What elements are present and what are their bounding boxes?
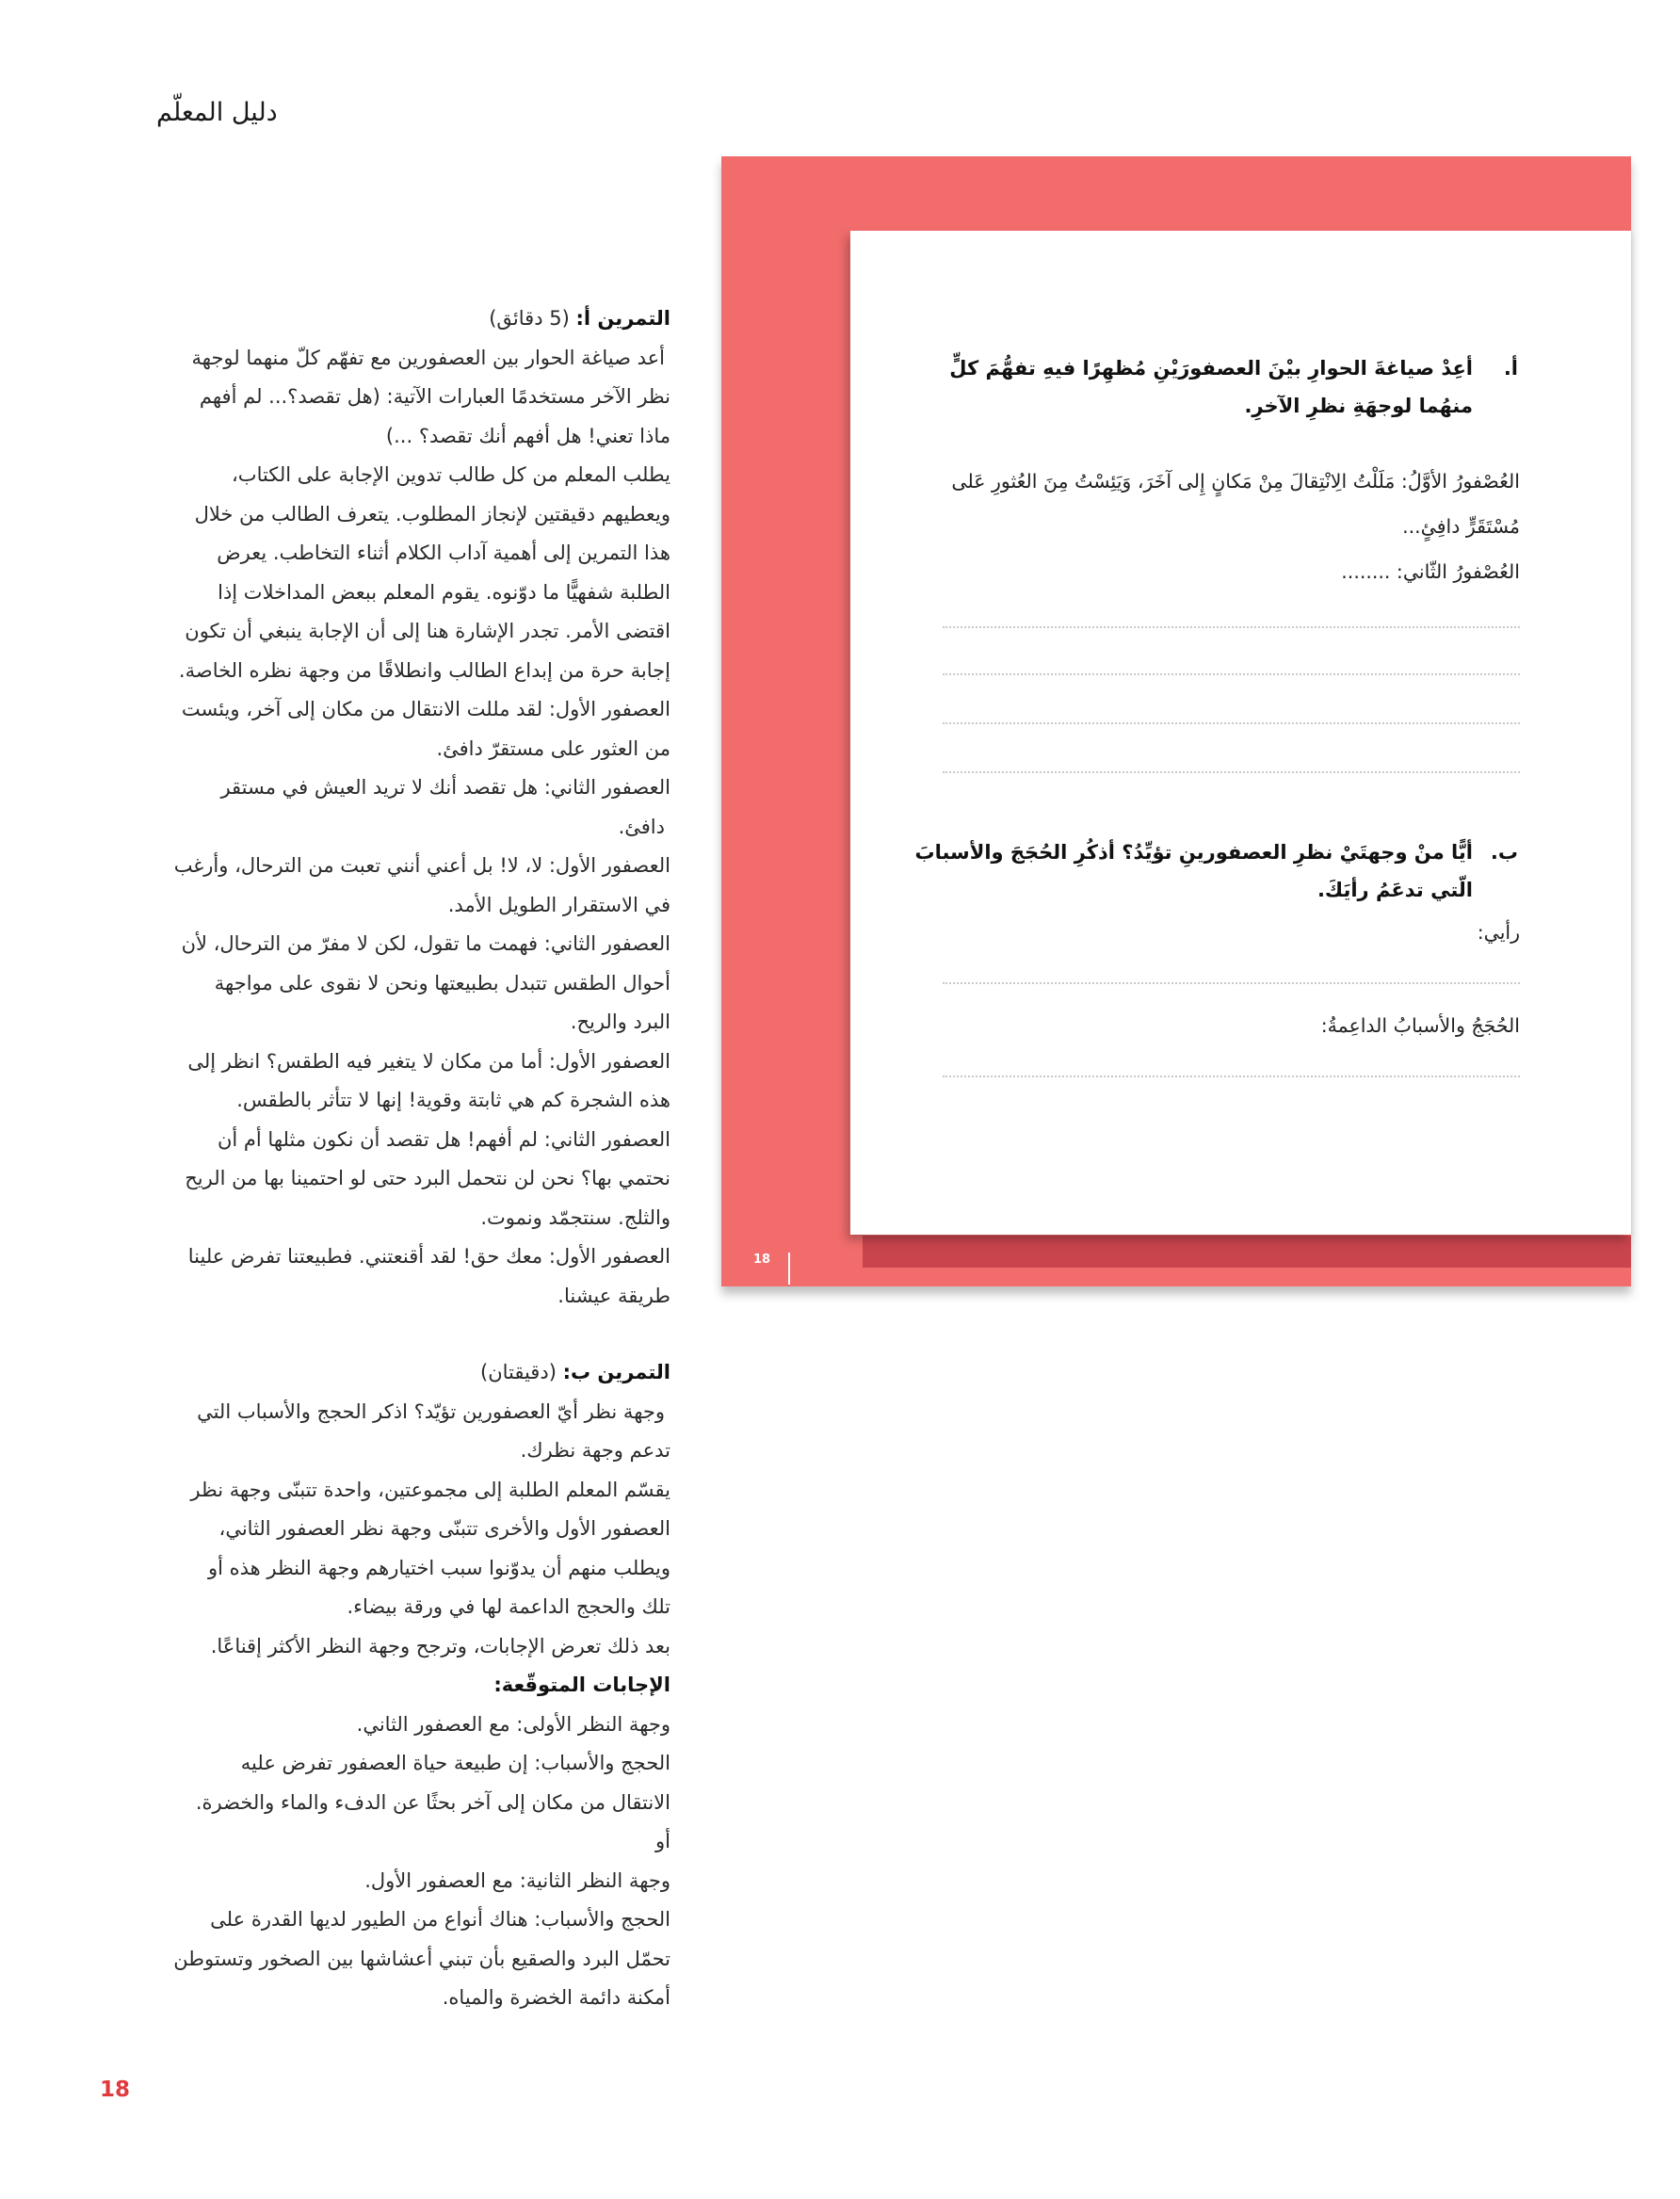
- exercise-a-line: هذا التمرين إلى أهمية آداب الكلام أثناء التخاطب. يعرض: [217, 542, 670, 564]
- exercise-a-line: العصفور الأول: لقد مللت الانتقال من مكان إلى آخر، ويئست: [181, 698, 670, 720]
- book-page-divider: [788, 1253, 790, 1285]
- reasons-answer-line[interactable]: [943, 1075, 1520, 1077]
- expected-answers-title: الإجابات المتوقّعة:: [493, 1674, 670, 1696]
- dialog-line: العُصْفورُ الثّاني: ........: [1341, 560, 1520, 583]
- exercise-b-duration: (دقيقتان): [480, 1361, 557, 1383]
- teacher-notes-column: [156, 299, 670, 2018]
- student-book-page: [850, 231, 1631, 1235]
- exercise-a-line: في الاستقرار الطويل الأمد.: [447, 893, 670, 916]
- answer-line[interactable]: [943, 626, 1520, 628]
- question-b-text: أيًّا منْ وجهتَيْ نظرِ العصفورينِ تؤيِّدُ؟ أذكُرِ الحُجَجَ والأسبابَ الّتي تدعَمُ رأيَكَ.: [914, 841, 1473, 901]
- exercise-a-line: هذه الشجرة كم هي ثابتة وقوية! إنها لا تتأثر بالطقس.: [236, 1089, 670, 1111]
- answer-line[interactable]: [943, 673, 1520, 675]
- page-header-title: دليل المعلّم: [156, 98, 278, 127]
- exercise-a-line: طريقة عيشنا.: [557, 1284, 670, 1307]
- exercise-a-line: ويعطيهم دقيقتين لإنجاز المطلوب. يتعرف الطالب من خلال: [194, 502, 670, 525]
- exercise-a-line: العصفور الأول: معك حق! لقد أقنعتني. فطبيعتنا تفرض علينا: [187, 1245, 670, 1268]
- dialog-line: مُسْتَقَرٍّ دافِئٍ...: [1402, 515, 1520, 538]
- exercise-a-line: ماذا تعني! هل أفهم أنك تقصد؟ ...): [385, 424, 670, 447]
- exercise-b-title: التمرين ب:: [562, 1361, 670, 1383]
- exercise-a-line: العصفور الأول: أما من مكان لا يتغير فيه الطقس؟ انظر إلى: [187, 1049, 670, 1073]
- question-b: [908, 833, 1518, 909]
- question-b-letter: ب.: [1490, 841, 1518, 864]
- dialog-block: [917, 459, 1520, 594]
- exercise-a-line: إجابة حرة من إبداع الطالب وانطلاقًا من وجهة نظره الخاصة.: [178, 658, 670, 682]
- opinion-answer-line[interactable]: [943, 982, 1520, 984]
- exercise-b-line: تلك والحجج الداعمة لها في ورقة بيضاء.: [347, 1595, 670, 1618]
- exercise-a-line: العصفور الثاني: هل تقصد أنك لا تريد العيش في مستقر: [220, 776, 670, 799]
- expected-answer-line: الحجج والأسباب: هناك أنواع من الطيور لديها القدرة على: [210, 1908, 670, 1931]
- exercise-a-line: الطلبة شفهيًّا ما دوّنوه. يقوم المعلم ببعض المداخلات إذا: [218, 580, 670, 604]
- exercise-b-line: بعد ذلك تعرض الإجابات، وترجح وجهة النظر الأكثر إقناعًا.: [210, 1634, 670, 1657]
- expected-answer-line: وجهة النظر الثانية: مع العصفور الأول.: [364, 1868, 670, 1892]
- opinion-label: رأيي:: [1477, 921, 1520, 944]
- reasons-label: الحُجَجُ والأسبابُ الداعِمةُ:: [1320, 1014, 1520, 1037]
- question-a-letter: أ.: [1503, 357, 1518, 380]
- exercise-a-line: البرد والريح.: [570, 1011, 670, 1033]
- expected-answer-line: الحجج والأسباب: إن طبيعة حياة العصفور تفرض عليه: [240, 1752, 670, 1774]
- exercise-a-line: اقتضى الأمر. تجدر الإشارة هنا إلى أن الإجابة ينبغي أن تكون: [185, 620, 670, 642]
- exercise-a-line: يطلب المعلم من كل طالب تدوين الإجابة على الكتاب،: [232, 463, 670, 486]
- exercise-a-heading: [156, 299, 670, 339]
- expected-answer-line: تحمّل البرد والصقيع بأن تبني أعشاشها بين الصخور وتستوطن: [173, 1947, 670, 1970]
- expected-answer-line: أمكنة دائمة الخضرة والمياه.: [442, 1986, 670, 2009]
- page-number: 18: [100, 2078, 131, 2102]
- answer-line[interactable]: [943, 771, 1520, 773]
- answer-line[interactable]: [943, 722, 1520, 724]
- question-a-text: أعِدْ صياغةَ الحوارِ بيْنَ العصفورَيْنِ مُظهِرًا فيهِ تفهُّمَ كلٍّ منهُما لوجهَةِ نظرِ الآخرِ.: [949, 357, 1473, 417]
- exercise-b-heading: [156, 1353, 670, 1393]
- exercise-a-line: العصفور الأول: لا، لا! بل أعني أنني تعبت من الترحال، وأرغب: [173, 854, 670, 877]
- exercise-a-title: التمرين أ:: [575, 307, 670, 330]
- exercise-a-line: نحتمي بها؟ نحن لن نتحمل البرد حتى لو احتمينا بها من الريح: [185, 1167, 670, 1189]
- expected-answer-line: أو: [655, 1830, 670, 1852]
- exercise-b-line: ويطلب منهم أن يدوّنوا سبب اختيارهم وجهة النظر هذه أو: [207, 1556, 670, 1579]
- question-a: [908, 349, 1518, 425]
- exercise-a-line: العصفور الثاني: لم أفهم! هل تقصد أن نكون مثلها أم أن: [217, 1127, 670, 1151]
- exercise-a-line: دافئ.: [618, 815, 665, 838]
- exercise-a-line: العصفور الثاني: فهمت ما تقول، لكن لا مفرّ من الترحال، لأن: [181, 932, 670, 955]
- exercise-a-line: أعد صياغة الحوار بين العصفورين مع تفهّم كلّ منهما لوجهة: [191, 346, 665, 369]
- book-page-number: 18: [753, 1253, 771, 1267]
- exercise-b-line: يقسّم المعلم الطلبة إلى مجموعتين، واحدة تتبنّى وجهة نظر: [190, 1478, 670, 1501]
- expected-answer-line: الانتقال من مكان إلى آخر بحثًا عن الدفء والماء والخضرة.: [195, 1790, 670, 1814]
- exercise-a-line: نظر الآخر مستخدمًا العبارات الآتية: (هل تقصد؟... لم أفهم: [199, 385, 670, 408]
- exercise-a-line: من العثور على مستقرّ دافئ.: [436, 736, 670, 760]
- exercise-b-line: وجهة نظر أيّ العصفورين تؤيّد؟ اذكر الحجج والأسباب التي: [197, 1399, 665, 1423]
- exercise-b-line: العصفور الأول والأخرى تتبنّى وجهة نظر العصفور الثاني،: [218, 1517, 670, 1540]
- exercise-b-line: تدعم وجهة نظرك.: [520, 1439, 670, 1462]
- expected-answer-line: وجهة النظر الأولى: مع العصفور الثاني.: [356, 1712, 670, 1736]
- exercise-a-line: أحوال الطقس تتبدل بطبيعتها ونحن لا نقوى على مواجهة: [214, 971, 670, 994]
- exercise-a-line: والثلج. سنتجمّد ونموت.: [480, 1205, 670, 1229]
- exercise-a-duration: (5 دقائق): [489, 307, 570, 330]
- dialog-line: العُصْفورُ الأوَّلُ: مَلَلْتُ الِانْتِقالَ مِنْ مَكانٍ إِلى آخَرَ، وَيَئِسْتُ مِنَ العُثورِ عَلى: [951, 470, 1520, 493]
